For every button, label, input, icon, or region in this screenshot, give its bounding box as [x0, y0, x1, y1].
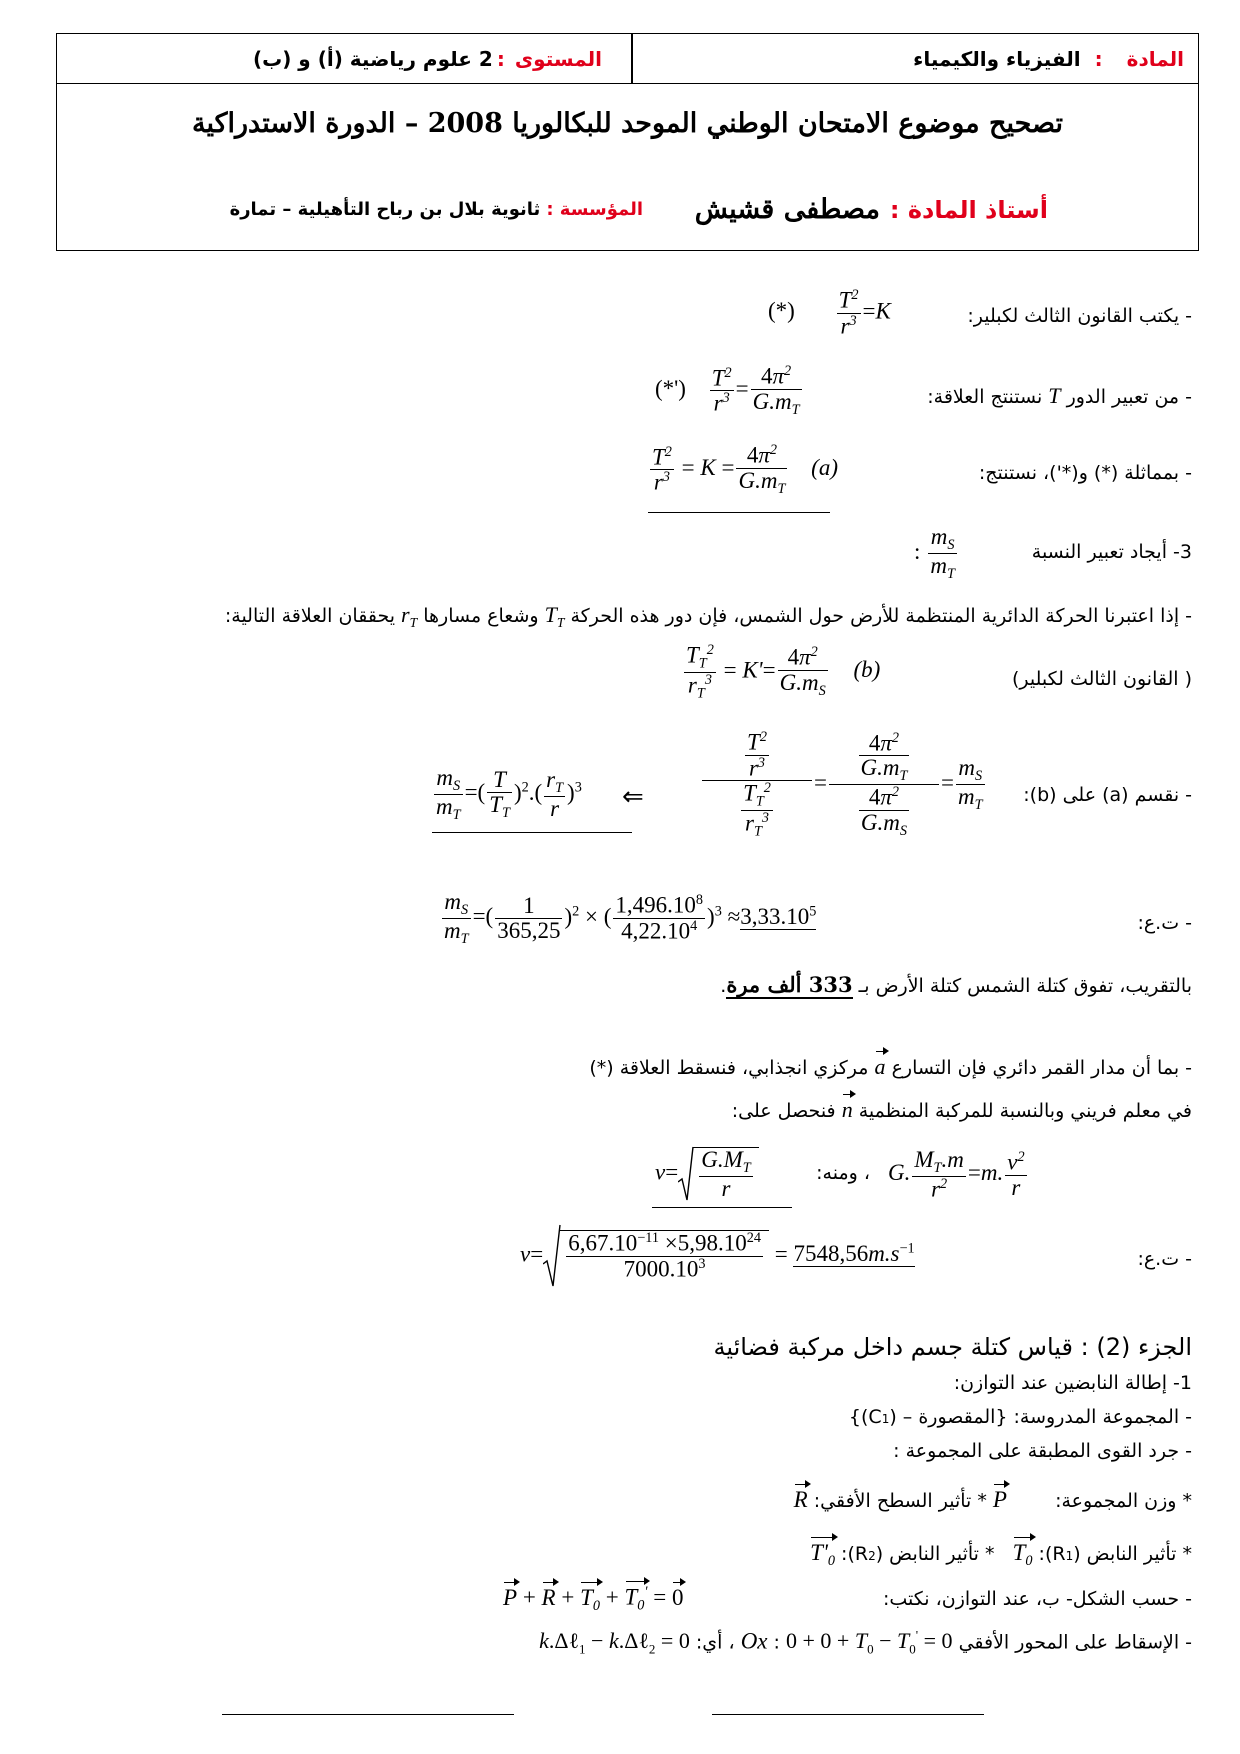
eq-b: $\frac{T_T^2}{r_T^3}$ = K'= $\frac{4\pi^2}{G.m_S}$ (b) [686, 642, 881, 702]
tag-star2: (*') [655, 376, 686, 402]
eq-kepler3: (*) $\frac{T^2}{r^3}$ =K [768, 287, 891, 339]
mass-ratio-value: 3,33.10 [740, 903, 810, 929]
line-analogy: - بمماثلة (*) و(*')، نستنتج: [978, 462, 1192, 484]
vec-a: a [874, 1054, 886, 1079]
line-hence: ، ومنه: [816, 1162, 870, 1184]
eq-numeric1: $\frac{m_S}{m_T}$ =( $\frac{1}{365,25}$ )$^2$ × ( $\frac{1,496.10^8}{4,22.10^4}$ )$^3 \approx 3,33.10^5$ [444, 889, 817, 947]
school-cell [230, 185, 643, 234]
footer-line-right [712, 1714, 984, 1715]
p2-forces: - جرد القوى المطبقة على المجموعة : [893, 1440, 1192, 1462]
eq-ratio-result: $\frac{m_S}{m_T}$ =( $\frac{T}{T_T}$ )$^2$.( $\frac{r_T}{r}$ )$^3$ [436, 765, 582, 823]
p2-equilibrium: 1- إطالة النابضين عند التوازن: [953, 1372, 1192, 1394]
implies-arrow: ⇐ [622, 782, 644, 811]
eq-ratio-def: : $\frac{m_S}{m_T}$ [914, 524, 955, 582]
velocity-value: 7548,56 [793, 1241, 869, 1267]
line-approx: بالتقريب، تفوق كتلة الشمس كتلة الأرض بـ 333 ألف مرة. [720, 972, 1192, 997]
line-find-ratio: 3- أيجاد تعبير النسبة [1031, 541, 1192, 563]
line-kepler3: - يكتب القانون الثالث لكبلير: [967, 305, 1192, 327]
line-numeric1: - ت.ع: [1137, 912, 1192, 934]
eq-newton: G. $\frac{M_T.m}{r^2}$ =m. $\frac{v^2}{r}$ [888, 1147, 1025, 1202]
eq-ratio-underline [432, 832, 632, 833]
level-label: المستوى [514, 46, 602, 71]
header-row-1 [57, 34, 1198, 84]
footer-line-left [222, 1714, 514, 1715]
eq-period: (*') $\frac{T^2}{r^3}$ = $\frac{4\pi^2}{G.m_T}$ [655, 363, 800, 418]
header-table [56, 33, 1199, 251]
symbol-T: T [1048, 383, 1061, 408]
eq-velocity-underline [652, 1207, 792, 1208]
line-kepler-paren: ( القانون الثالث لكبلير) [1011, 668, 1192, 690]
p2-eq-line: - حسب الشكل- ب، عند التوازن، نكتب: [883, 1588, 1192, 1610]
velocity-unit: m.s [868, 1241, 900, 1267]
tag-a: (a) [811, 455, 838, 481]
eq-numeric2: v= $\frac{6,67.10^{-11} \times 5,98.10^{24}}{7000.10^3}$ = $7548,56m.s^{-1}$ [520, 1224, 915, 1288]
level-cell [253, 34, 602, 83]
school-name: ثانوية بلال بن رباح التأهيلية – تمارة [229, 199, 541, 220]
line-frenet: في معلم فريني وبالنسبة للمركبة المنظمية n فنحصل على: [731, 1097, 1192, 1122]
p2-projection-line: - الإسقاط على المحور الأفقي Ox : $0 + 0 + T_0 - T_0' = 0$ ، أي: k.Δℓ$_1$ − k.Δℓ$_2$ = 0 [539, 1628, 1192, 1657]
page-title: تصحيح موضوع الامتحان الوطني الموحد للبكالوريا 2008 – الدورة الاستدراكية [192, 108, 1063, 139]
eq-equilibrium: $P + R + T_0 + T_0' = 0$ [503, 1584, 684, 1614]
p2-springs-line: * تأثير النابض (R1): $T_0$ * تأثير النابض (R2): $T'_0$ [810, 1540, 1192, 1569]
eq-a-underline [648, 512, 830, 513]
approx-value: 333 ألف مرة [726, 972, 853, 997]
subject-value: الفيزياء والكيمياء [913, 46, 1081, 71]
line-moon: - بما أن مدار القمر دائري فإن التسارع a مركزي انجذابي، فنسقط العلاقة (*) [589, 1054, 1192, 1079]
school-label: المؤسسة : [546, 199, 643, 220]
subject-sep: : [1094, 46, 1103, 71]
level-sep: : [496, 46, 505, 71]
mass-ratio-exp: 5 [809, 903, 817, 920]
from-period-a: - من تعبير الدور [1066, 386, 1192, 408]
p2-system: - المجموعة المدروسة: {المقصورة – (C1)} [848, 1406, 1192, 1428]
teacher-label: أستاذ المادة : [889, 195, 1048, 224]
header-divider [631, 34, 633, 83]
eq-division: $\frac{\frac{T^2}{r^3}}{\frac{T_T^2}{r_T^3}}$ = $\frac{\frac{4\pi^2}{G.m_T}}{\frac{4\pi^2}{G.m_S}}$ = $\frac{m_S}{m_T}$ [700, 730, 987, 839]
teacher-cell [695, 185, 1048, 234]
teacher-name: مصطفى قشيش [694, 194, 880, 225]
tag-b: (b) [853, 657, 881, 683]
eq-a: $\frac{T^2}{r^3}$ = K = $\frac{4\pi^2}{G.m_T}$ (a) [652, 442, 838, 497]
subject-label: المادة [1126, 46, 1184, 71]
line-from-period [927, 383, 1192, 409]
level-value: 2 علوم رياضية (أ) و (ب) [252, 46, 493, 71]
line-divide: - نقسم (a) على (b): [1023, 784, 1192, 806]
velocity-unit-exp: −1 [899, 1240, 915, 1257]
header-row-3 [57, 165, 1198, 251]
line-numeric2: - ت.ع: [1137, 1248, 1192, 1270]
p2-weight-line: * وزن المجموعة: P * تأثير السطح الأفقي: R [793, 1487, 1192, 1512]
subject-cell [913, 34, 1184, 83]
eq-velocity: v= $\frac{G.M_T}{r}$ [655, 1146, 759, 1202]
line-earth-orbit: - إذا اعتبرنا الحركة الدائرية المنتظمة للأرض حول الشمس، فإن دور هذه الحركة $T_T$ وشعاع مسارها $r_T$ يحققان العلاقة التالية: [224, 602, 1192, 630]
part2-title: الجزء (2) : قياس كتلة جسم داخل مركبة فضائية [713, 1333, 1192, 1361]
from-period-b: نستنتج العلاقة: [927, 386, 1043, 408]
vec-n: n [841, 1097, 853, 1122]
tag-star: (*) [768, 298, 795, 324]
